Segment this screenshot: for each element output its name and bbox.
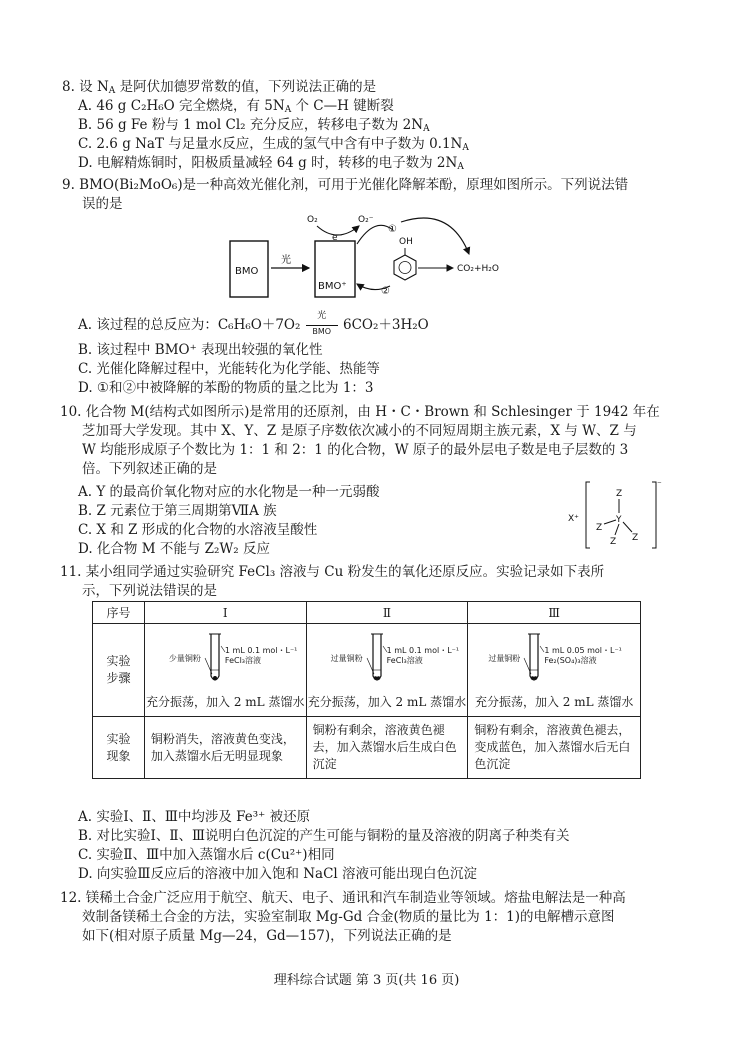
q8-option-b: B. 56 g Fe 粉与 1 mol Cl₂ 充分反应，转移电子数为 $2N_A$ (78, 117, 430, 134)
page-footer: 理科综合试题 第 3 页(共 16 页) (273, 973, 460, 988)
observation-3: 铜粉有剩余，溶液黄色褪去，变成蓝色，加入蒸馏水后无白色沉淀 (468, 717, 641, 779)
step-caption-2: 充分振荡，加入 2 mL 蒸馏水 (307, 695, 467, 709)
q11-option-d: D. 向实验Ⅲ反应后的溶液中加入饱和 NaCl 溶液可能出现白色沉淀 (78, 866, 478, 882)
step-caption-3: 充分振荡，加入 2 mL 蒸馏水 (474, 695, 634, 709)
q10-option-b: B. Z 元素位于第三周期第ⅦA 族 (78, 503, 277, 519)
structure-y: Y (616, 515, 622, 525)
q9-option-a: A. 该过程的总反应为：C₆H₆O＋7O₂ 光 BMO 6CO₂＋3H₂O (78, 311, 429, 336)
q9-stem-line2: 误的是 (82, 196, 123, 212)
q8-option-d: D. 电解精炼铜时，阳极质量减轻 64 g 时，转移的电子数为 $2N_A$ (78, 155, 464, 172)
observation-1: 铜粉消失，溶液黄色变浅，加入蒸馏水后无明显现象 (144, 717, 306, 779)
q12-stem-line3: 如下(相对原子质量 Mg—24，Gd—157)，下列说法正确的是 (82, 928, 452, 944)
reaction-arrow: 光 BMO (305, 316, 339, 334)
o2-minus-label: O₂⁻ (358, 215, 374, 225)
structure-z-top: Z (616, 489, 623, 499)
q10-stem-line2: 芝加哥大学发现。其中 X、Y、Z 是原子序数依次减小的不同短周期主族元素，X 与 W、Z 与 (82, 423, 637, 439)
bmo-star-label: BMO⁺ (318, 281, 347, 292)
tube3-solution-conc: 1 mL 0.05 mol・L⁻¹ (544, 646, 622, 655)
structure-z-left: Z (596, 523, 603, 533)
phenol-ring (394, 255, 416, 280)
header-exp-3: Ⅲ (468, 602, 641, 624)
q11-stem-line1: 11. 某小组同学通过实验研究 FeCl₃ 溶液与 Cu 粉发生的氧化还原反应。实验记录如下表所 (60, 564, 605, 580)
table-row-steps (93, 624, 641, 717)
product-arrow (401, 218, 469, 254)
q12-stem-line1: 12. 镁稀土合金广泛应用于航空、航天、电子、通讯和汽车制造业等领域。熔盐电解法是一种高 (60, 890, 626, 906)
tube2-solution-conc: 1 mL 0.1 mol・L⁻¹ (386, 646, 460, 655)
header-index: 序号 (93, 602, 145, 624)
row-label-steps: 实验 步骤 (93, 624, 145, 717)
steps-cell-1 (144, 624, 306, 717)
phenol-oh-label: OH (399, 237, 413, 247)
row-label-observations: 实验 现象 (93, 717, 145, 779)
q10-stem-line4: 倍。下列叙述正确的是 (82, 461, 217, 477)
q9-stem-line1: 9. BMO(Bi₂MoO₆)是一种高效光催化剂，可用于光催化降解苯酚，原理如图所示。下列说法错 (62, 177, 629, 193)
tube1-solid-label: 少量铜粉 (168, 654, 201, 663)
header-exp-1: Ⅰ (144, 602, 306, 624)
tube2-solution-name: FeCl₃溶液 (386, 656, 423, 665)
structure-z-bottom: Z (610, 537, 617, 547)
tube1-solution-conc: 1 mL 0.1 mol・L⁻¹ (224, 646, 298, 655)
structure-z-right: Z (632, 533, 639, 543)
step-2-label: ② (381, 286, 390, 297)
tube1-solution-name: FeCl₃溶液 (224, 656, 262, 665)
q9-option-d: D. ①和②中被降解的苯酚的物质的量之比为 1：3 (78, 380, 374, 396)
step-1-label: ① (388, 224, 397, 235)
observation-2: 铜粉有剩余，溶液黄色褪去，加入蒸馏水后生成白色沉淀 (306, 717, 468, 779)
q10-option-d: D. 化合物 M 不能与 Z₂W₂ 反应 (78, 541, 270, 557)
q11-option-b: B. 对比实验Ⅰ、Ⅱ、Ⅲ说明白色沉淀的产生可能与铜粉的量及溶液的阴离子种类有关 (78, 828, 570, 844)
o2-label: O₂ (307, 215, 318, 225)
q12-stem-line2: 效制备镁稀土合金的方法，实验室制取 Mg-Gd 合金(物质的量比为 1：1)的电解槽示意图 (82, 909, 615, 925)
step-caption-1: 充分振荡，加入 2 mL 蒸馏水 (146, 695, 305, 709)
q9-option-c: C. 光催化降解过程中，光能转化为化学能、热能等 (78, 361, 380, 377)
q11-option-c: C. 实验Ⅱ、Ⅲ中加入蒸馏水后 c(Cu²⁺)相同 (78, 847, 335, 863)
header-exp-2: Ⅱ (306, 602, 468, 624)
light-label: 光 (281, 255, 291, 266)
steps-cell-2 (306, 624, 468, 717)
steps-cell-3 (468, 624, 641, 717)
q11-stem-line2: 示，下列说法错误的是 (82, 583, 217, 599)
product-label: CO₂+H₂O (457, 264, 499, 274)
q10-option-c: C. X 和 Z 形成的化合物的水溶液呈酸性 (78, 522, 318, 538)
q11-option-a: A. 实验Ⅰ、Ⅱ、Ⅲ中均涉及 Fe³⁺ 被还原 (78, 809, 311, 825)
tube2-solid-label: 过量铜粉 (330, 654, 363, 663)
q10-structure-diagram (566, 478, 666, 554)
tube3-solution-name: Fe₂(SO₄)₃溶液 (544, 656, 597, 665)
q9-option-b: B. 该过程中 BMO⁺ 表现出较强的氧化性 (78, 342, 323, 358)
q11-experiment-table (92, 601, 641, 779)
structure-minus: ⁻ (657, 480, 662, 490)
table-header-row (93, 602, 641, 624)
q9-photocatalysis-diagram (225, 208, 525, 308)
q8-stem: 8. 设 $N_A$ 是阿伏加德罗常数的值，下列说法正确的是 (62, 79, 377, 96)
bmo-label: BMO (235, 266, 259, 277)
tube3-solid-label: 过量铜粉 (488, 654, 521, 663)
q8-option-a: A. 46 g C₂H₆O 完全燃烧，有 $5N_A$ 个 C—H 键断裂 (78, 98, 394, 115)
q10-option-a: A. Y 的最高价氧化物对应的水化物是一种一元弱酸 (78, 484, 380, 500)
q8-option-c: C. 2.6 g NaT 与足量水反应，生成的氢气中含有中子数为 $0.1N_A$ (78, 136, 469, 153)
structure-x: X⁺ (568, 514, 579, 524)
table-row-observations (93, 717, 641, 779)
q10-stem-line1: 10. 化合物 M(结构式如图所示)是常用的还原剂，由 H・C・Brown 和 Schlesinger 于 1942 年在 (60, 404, 660, 420)
electron-label: e⁻ (332, 233, 343, 243)
q10-stem-line3: W 均能形成原子个数比为 1：1 和 2：1 的化合物，W 原子的最外层电子数是电子层数的 3 (82, 442, 629, 458)
